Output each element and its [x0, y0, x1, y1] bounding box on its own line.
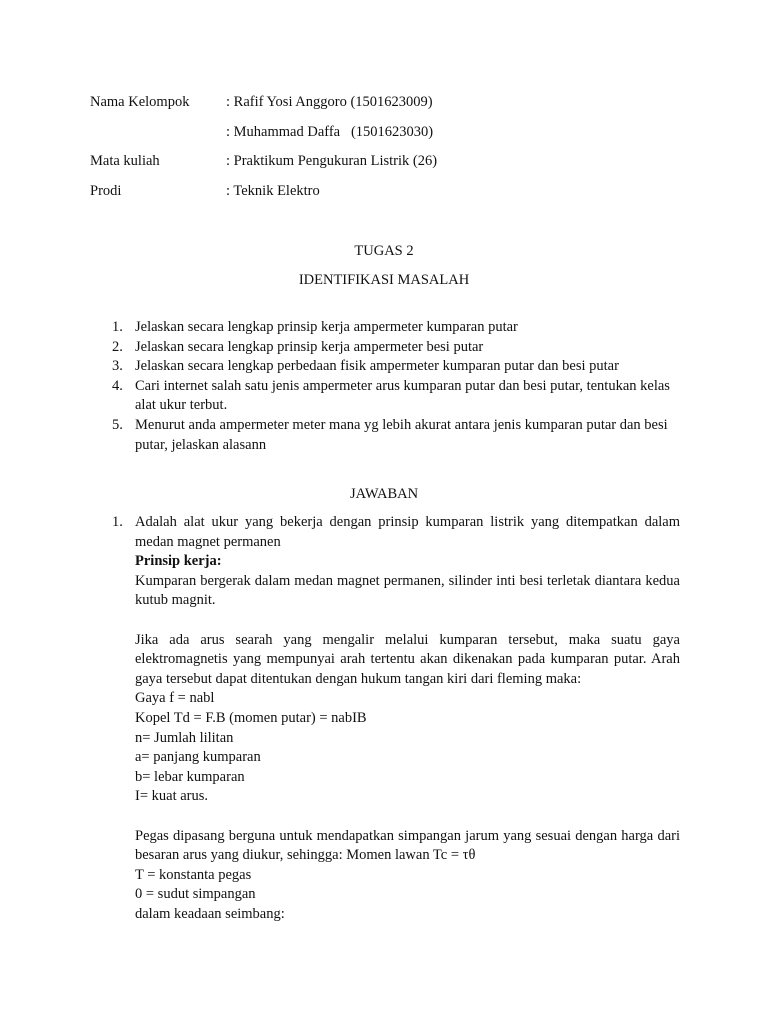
question-number: 5. [112, 416, 123, 433]
list-item [112, 357, 672, 377]
task-title: TUGAS 2 [354, 243, 414, 259]
course-label: Mata kuliah [90, 153, 160, 169]
group-label: Nama Kelompok [90, 94, 190, 110]
formula-line: I= kuat arus. [135, 788, 209, 805]
info-row-course [90, 151, 690, 181]
formula-line: Gaya f = nabl [135, 690, 215, 707]
paragraph-3: Pegas dipasang berguna untuk mendapatkan simpangan jarum yang sesuai dengan harga dari besaran arus yang diukur, sehingga: Momen lawan Tc = τθ [135, 827, 680, 864]
group-member-1: : Rafif Yosi Anggoro (1501623009) [226, 94, 433, 110]
info-row-program [90, 181, 690, 211]
course-value: : Praktikum Pengukuran Listrik (26) [226, 153, 438, 169]
program-label: Prodi [90, 182, 122, 199]
definition-line: T = konstanta pegas [135, 866, 252, 883]
empty-label [90, 122, 226, 152]
formula-line: n= Jumlah lilitan [135, 729, 234, 746]
answer-heading: JAWABAN [349, 486, 419, 502]
principle-text: Kumparan bergerak dalam medan magnet permanen, silinder inti besi terletak diantara kedua kutub magnit. [135, 572, 680, 609]
task-subtitle: IDENTIFIKASI MASALAH [298, 272, 470, 288]
list-item [112, 338, 672, 358]
info-row-member-2 [90, 122, 690, 152]
answer-intro: Adalah alat ukur yang bekerja dengan prinsip kumparan listrik yang ditempatkan dalam medan magnet permanen [135, 514, 680, 550]
answer-body [135, 513, 680, 924]
question-text: Cari internet salah satu jenis ampermeter arus kumparan putar dan besi putar, tentukan kelas alat ukur terbut. [135, 377, 670, 414]
definition-line: dalam keadaan seimbang: [135, 905, 285, 922]
spacer [135, 807, 680, 827]
paragraph-2: Jika ada arus searah yang mengalir melalui kumparan tersebut, maka suatu gaya elektromagnetis yang mempunyai arah tertentu akan dikenakan pada kumparan putar. Arah gaya tersebut dapat ditentukan dengan hukum tangan kiri dari fleming maka: [135, 631, 680, 687]
header-info [90, 92, 690, 210]
list-item [112, 416, 672, 455]
formula-line: a= panjang kumparan [135, 749, 261, 766]
answer-number: 1. [112, 514, 123, 530]
formula-line: Kopel Td = F.B (momen putar) = nabIB [135, 709, 367, 726]
group-member-2: : Muhammad Daffa (1501623030) [226, 123, 434, 140]
question-text: Menurut anda ampermeter meter mana yg lebih akurat antara jenis kumparan putar dan besi putar, jelaskan alasann [135, 416, 668, 453]
info-row-group [90, 92, 690, 122]
answer-item [112, 513, 680, 924]
question-list [112, 318, 672, 455]
question-number: 2. [112, 338, 123, 355]
principle-heading: Prinsip kerja: [135, 553, 222, 570]
question-text: Jelaskan secara lengkap perbedaan fisik ampermeter kumparan putar dan besi putar [135, 358, 619, 375]
formula-line: b= lebar kumparan [135, 768, 245, 785]
question-text: Jelaskan secara lengkap prinsip kerja ampermeter kumparan putar [135, 319, 518, 335]
list-item [112, 377, 672, 416]
answer-section [112, 513, 680, 924]
question-number: 3. [112, 358, 123, 375]
question-number: 1. [112, 319, 123, 335]
program-value: : Teknik Elektro [226, 182, 320, 199]
definition-line: 0 = sudut simpangan [135, 886, 256, 903]
spacer [135, 611, 680, 631]
question-number: 4. [112, 377, 123, 394]
list-item [112, 318, 672, 338]
question-text: Jelaskan secara lengkap prinsip kerja ampermeter besi putar [135, 338, 484, 355]
